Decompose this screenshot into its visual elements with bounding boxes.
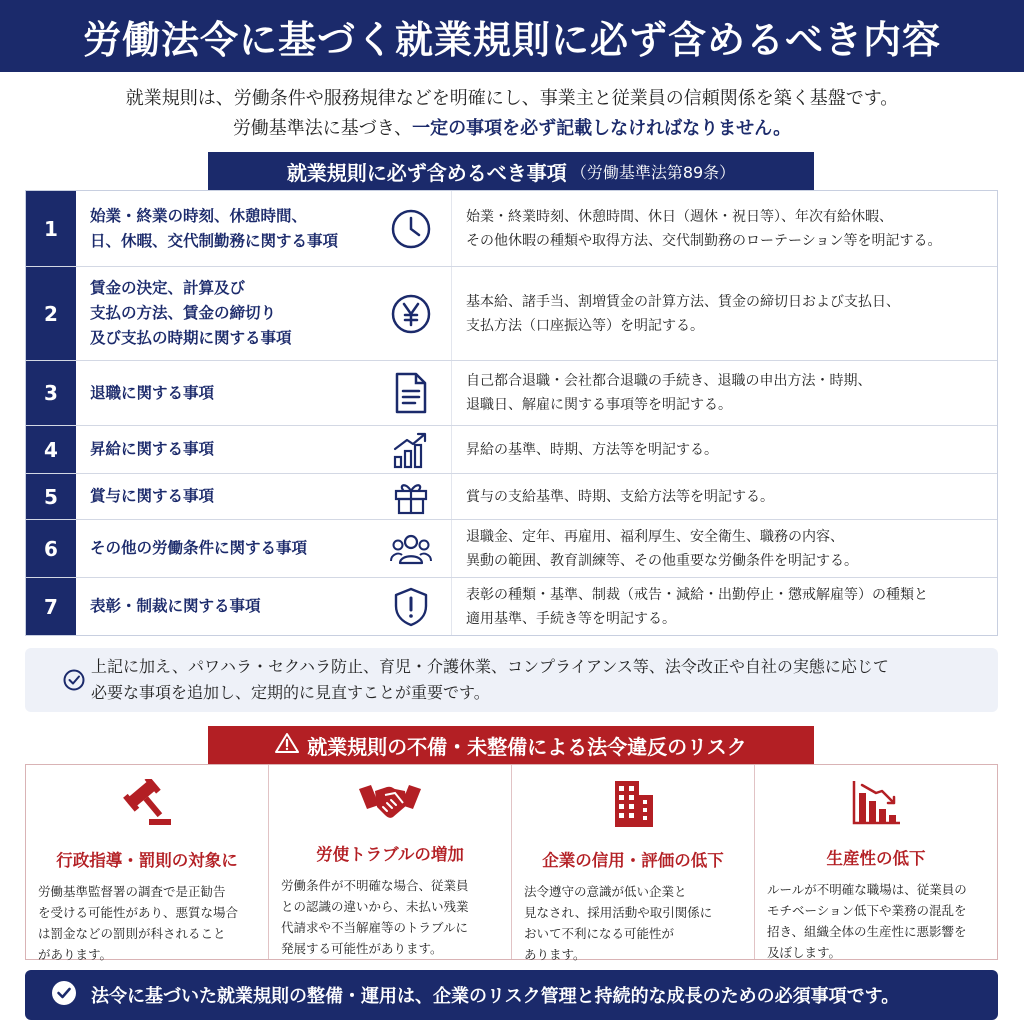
row-item-name: その他の労働条件に関する事項	[90, 539, 308, 557]
risk-title: 企業の信用・評価の低下	[542, 851, 724, 870]
table-row	[26, 578, 997, 635]
intro-text	[0, 84, 1024, 144]
risk-card	[269, 765, 512, 959]
risk-card	[26, 765, 269, 962]
row-number: 1	[26, 191, 76, 266]
row-description: 昇給の基準、時期、方法等を明記する。	[451, 426, 997, 473]
row-description: 基本給、諸手当、割増賃金の計算方法、賃金の締切日および支払日、 支払方法（口座振込等）を明記する。	[451, 267, 997, 360]
required-items-table	[25, 190, 998, 636]
row-number: 3	[26, 361, 76, 425]
risk-title: 生産性の低下	[826, 849, 926, 868]
row-item-name: 賃金の決定、計算及び 支払の方法、賃金の締切り 及び支払の時期に関する事項	[90, 279, 292, 347]
shield-alert-icon	[371, 578, 451, 635]
title-bar	[0, 0, 1024, 72]
row-item-name: 表彰・制裁に関する事項	[90, 597, 261, 615]
risk-text: 労働条件が不明確な場合、従業員 との認識の違いから、未払い残業 代請求や不当解雇等のトラブルに 発展する可能性があります。	[281, 878, 469, 956]
risk-section-title: 就業規則の不備・未整備による法令違反のリスク	[307, 734, 747, 759]
intro-line-2-prefix: 労働基準法に基づき、	[232, 118, 413, 139]
risk-text: ルールが不明確な職場は、従業員の モチベーション低下や業務の混乱を 招き、組織全体の生産性に悪影響を 及ぼします。	[767, 882, 967, 960]
growth-chart-icon	[371, 426, 451, 473]
check-circle-icon	[63, 658, 85, 706]
gift-icon	[371, 474, 451, 519]
table-row	[26, 191, 997, 267]
footer-banner	[25, 970, 998, 1020]
risk-card	[512, 765, 755, 962]
row-number: 2	[26, 267, 76, 360]
risk-title: 労使トラブルの増加	[316, 845, 464, 864]
yen-icon	[371, 267, 451, 360]
row-item-name: 始業・終業の時刻、休憩時間、 日、休暇、交代制勤務に関する事項	[90, 206, 339, 250]
row-item-name: 退職に関する事項	[90, 383, 215, 402]
gavel-icon	[119, 779, 175, 829]
people-icon	[371, 520, 451, 577]
row-description: 退職金、定年、再雇用、福利厚生、安全衛生、職務の内容、 異動の範囲、教育訓練等、その他重要な労働条件を明記する。	[451, 520, 997, 577]
required-section-header	[208, 152, 814, 190]
check-circle-icon	[51, 980, 77, 1010]
row-number: 6	[26, 520, 76, 577]
risk-card	[755, 765, 997, 959]
row-item-name: 昇給に関する事項	[90, 440, 215, 458]
intro-line-2	[0, 114, 1024, 144]
row-number: 5	[26, 474, 76, 519]
warning-icon	[275, 732, 299, 759]
intro-highlight: 一定の事項を必ず記載しなければなりません。	[412, 118, 792, 139]
row-description: 自己都合退職・会社都合退職の手続き、退職の申出方法・時期、 退職日、解雇に関する事項等を明記する。	[451, 361, 997, 425]
row-description: 賞与の支給基準、時期、支給方法等を明記する。	[451, 474, 997, 519]
table-row	[26, 474, 997, 520]
table-row	[26, 361, 997, 426]
row-number: 7	[26, 578, 76, 635]
row-item-name: 賞与に関する事項	[90, 487, 215, 505]
table-row	[26, 267, 997, 361]
risk-section-header	[208, 726, 814, 764]
intro-line-1: 就業規則は、労働条件や服務規律などを明確にし、事業主と従業員の信頼関係を築く基盤です。	[125, 88, 899, 109]
row-number: 4	[26, 426, 76, 473]
building-icon	[609, 779, 657, 829]
risk-text: 法令遵守の意識が低い企業と 見なされ、採用活動や取引関係に おいて不利になる可能性が あります。	[524, 884, 713, 962]
document-icon	[371, 361, 451, 425]
table-row	[26, 426, 997, 474]
risk-text: 労働基準監督署の調査で是正勧告 を受ける可能性があり、悪質な場合 は罰金などの罰則が科されること があります。	[38, 884, 239, 962]
page-title: 労働法令に基づく就業規則に必ず含めるべき内容	[82, 17, 941, 62]
table-row	[26, 520, 997, 578]
declining-chart-icon	[850, 779, 902, 827]
required-section-title: 就業規則に必ず含めるべき事項	[286, 160, 567, 185]
row-description: 表彰の種類・基準、制裁（戒告・減給・出勤停止・懲戒解雇等）の種類と 適用基準、手続き等を明記する。	[451, 578, 997, 635]
clock-icon	[371, 191, 451, 266]
row-description: 始業・終業時刻、休憩時間、休日（週休・祝日等）、年次有給休暇、 その他休暇の種類や取得方法、交代制勤務のローテーション等を明記する。	[451, 191, 997, 266]
risk-cards	[25, 764, 998, 960]
required-section-subtitle: （労働基準法第89条）	[570, 162, 736, 182]
handshake-icon	[357, 779, 423, 823]
risk-title: 行政指導・罰則の対象に	[56, 851, 238, 870]
note-text: 上記に加え、パワハラ・セクハラ防止、育児・介護休業、コンプライアンス等、法令改正や自社の実態に応じて 必要な事項を追加し、定期的に見直すことが重要です。	[91, 657, 889, 702]
note-box	[25, 648, 998, 712]
footer-text: 法令に基づいた就業規則の整備・運用は、企業のリスク管理と持続的な成長のための必須事項です。	[91, 986, 900, 1007]
